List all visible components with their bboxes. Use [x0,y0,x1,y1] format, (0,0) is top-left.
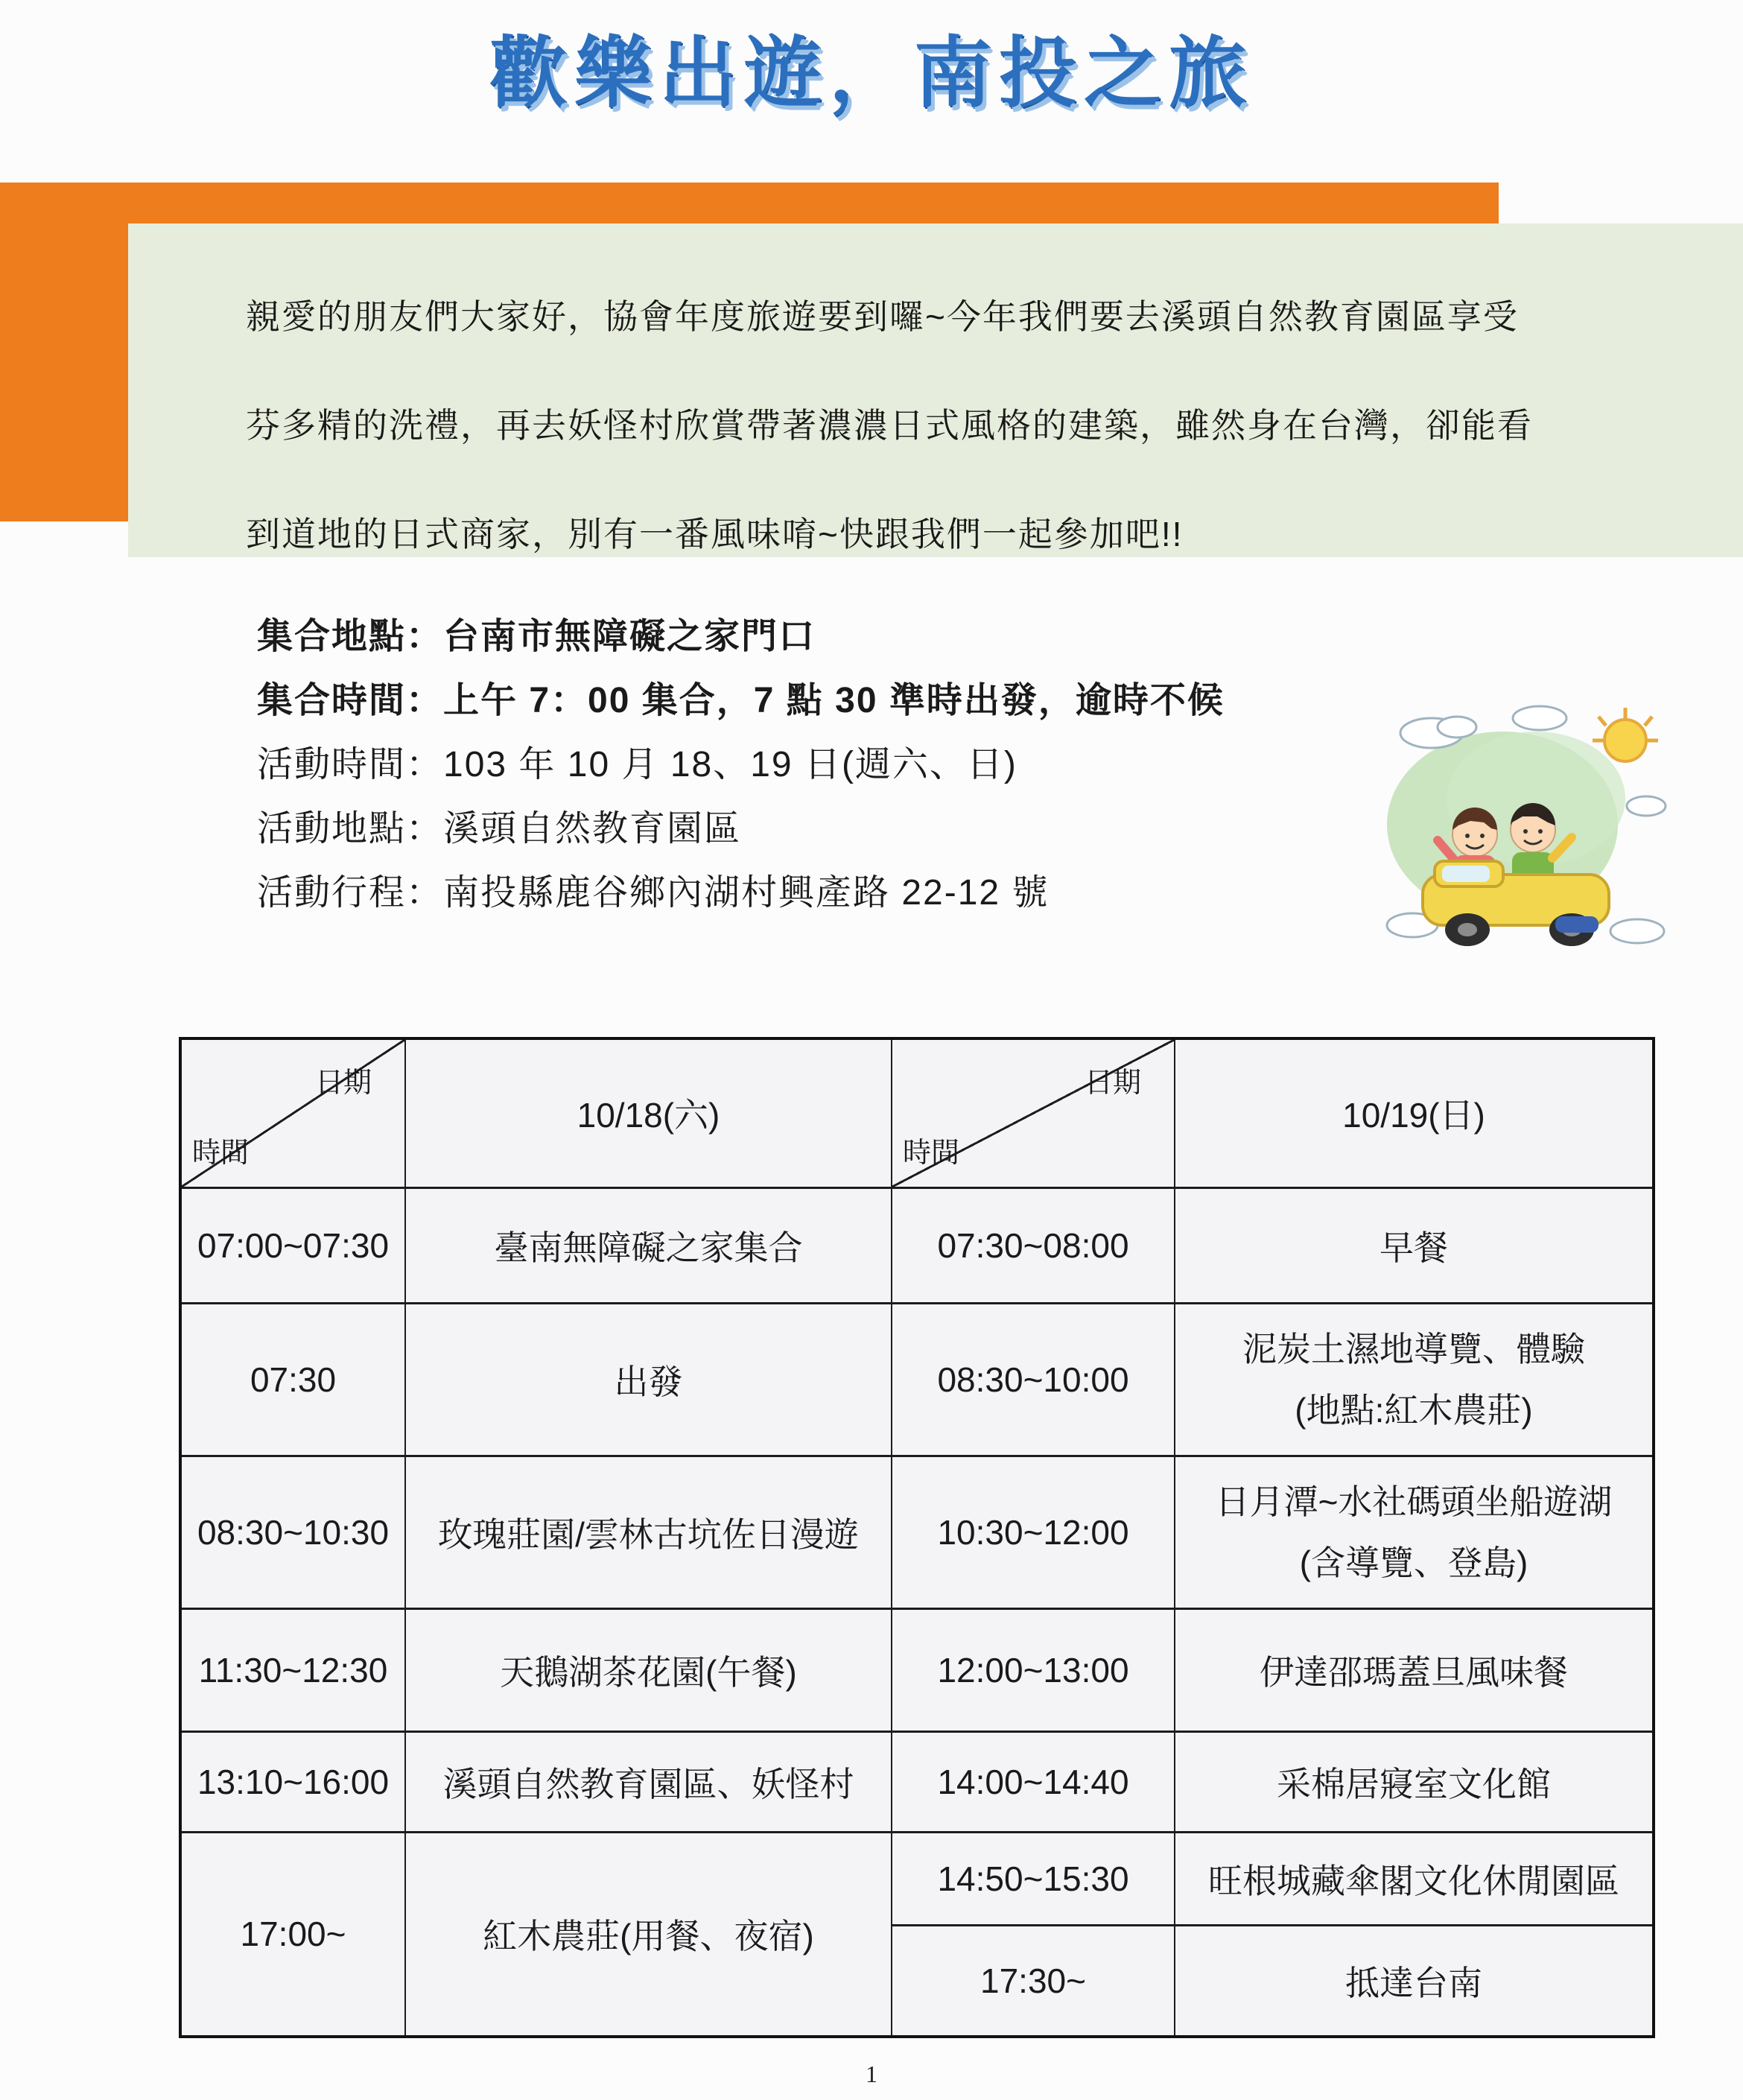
event-place-line: 活動地點：溪頭自然教育園區 [257,809,742,848]
day1-time: 07:00~07:30 [180,1187,405,1303]
day2-time: 14:00~14:40 [892,1731,1175,1832]
page-title: 歡樂出遊，南投之旅 [489,31,1254,117]
table-row [180,1608,1654,1731]
corner-time-label: 時間 [192,1137,250,1169]
day2-activity: 伊達邵瑪蓋旦風味餐 [1175,1608,1654,1731]
day2-activity: 旺根城藏傘閣文化休閒園區 [1175,1832,1654,1925]
event-time-line: 活動時間：103 年 10 月 18、19 日(週六、日) [257,745,1017,784]
day1-activity: 紅木農莊(用餐、夜宿) [405,1832,892,2037]
day2-time: 10:30~12:00 [892,1456,1175,1608]
corner-cell-day1 [180,1038,405,1187]
meeting-place-line: 集合地點：台南市無障礙之家門口 [257,617,816,656]
table-row [180,1731,1654,1832]
intro-line: 親愛的朋友們大家好，協會年度旅遊要到囉~今年我們要去溪頭自然教育園區享受 [246,297,1519,336]
day2-time: 17:30~ [892,1925,1175,2037]
table-row [180,1187,1654,1303]
intro-line: 到道地的日式商家，別有一番風味唷~快跟我們一起參加吧!! [246,515,1184,553]
day1-time: 08:30~10:30 [180,1456,405,1608]
day2-activity: 采棉居寢室文化館 [1175,1731,1654,1832]
day1-activity: 天鵝湖茶花園(午餐) [405,1608,892,1731]
itinerary-table [179,1037,1655,2038]
kids-car-illustration [1380,702,1671,964]
day1-time: 13:10~16:00 [180,1731,405,1832]
corner-date-label: 日期 [1084,1068,1141,1099]
event-route-line: 活動行程：南投縣鹿谷鄉內湖村興產路 22-12 號 [257,873,1050,913]
day2-activity: 抵達台南 [1175,1925,1654,2037]
day2-header: 10/19(日) [1175,1038,1654,1187]
day2-time: 07:30~08:00 [892,1187,1175,1303]
day1-activity: 溪頭自然教育園區、妖怪村 [405,1731,892,1832]
day2-activity: 泥炭土濕地導覽、體驗 (地點:紅木農莊) [1175,1303,1654,1456]
day1-activity: 臺南無障礙之家集合 [405,1187,892,1303]
corner-date-label: 日期 [314,1068,372,1099]
day1-activity: 出發 [405,1303,892,1456]
table-header-row [180,1038,1654,1187]
day1-time: 11:30~12:30 [180,1608,405,1731]
kids-car-drawing-icon [1380,702,1671,964]
corner-cell-day2 [892,1038,1175,1187]
table-row [180,1456,1654,1608]
corner-time-label: 時間 [903,1137,960,1169]
event-details [257,605,1225,925]
day1-time: 07:30 [180,1303,405,1456]
day1-header: 10/18(六) [405,1038,892,1187]
table-row [180,1303,1654,1456]
day2-time: 12:00~13:00 [892,1608,1175,1731]
day2-time: 14:50~15:30 [892,1832,1175,1925]
intro-text-box [128,223,1743,557]
meeting-time-line: 集合時間：上午 7：00 集合，7 點 30 準時出發，逾時不候 [257,681,1225,720]
table-row [180,1832,1654,1925]
page-number: 1 [866,2061,877,2087]
intro-line: 芬多精的洗禮，再去妖怪村欣賞帶著濃濃日式風格的建築，雖然身在台灣，卻能看 [246,406,1533,445]
day2-activity: 早餐 [1175,1187,1654,1303]
day1-activity: 玫瑰莊園/雲林古坑佐日漫遊 [405,1456,892,1608]
day1-time: 17:00~ [180,1832,405,2037]
day2-activity: 日月潭~水社碼頭坐船遊湖 (含導覽、登島) [1175,1456,1654,1608]
day2-time: 08:30~10:00 [892,1303,1175,1456]
